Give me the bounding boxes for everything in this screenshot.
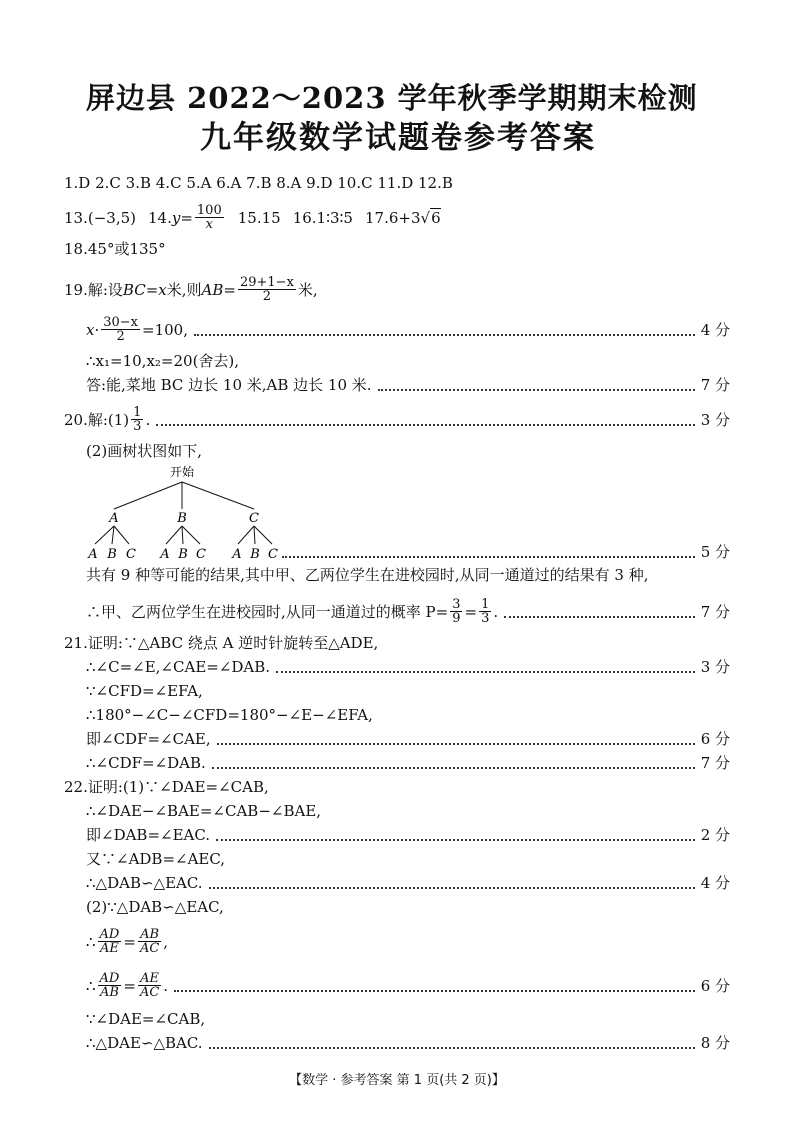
q19-dot: · [94,320,100,339]
q19-text: 答:能,菜地 BC 边长 10 米,AB 边长 10 米. [86,376,372,394]
q22-text: , [163,932,169,951]
q21-line-6 [86,752,730,774]
q22-line-5 [86,872,730,894]
tree-leaf: C [196,547,206,562]
q20-line-1 [64,406,730,433]
q19-text: ∴x₁=10,x₂=20(舍去), [86,352,240,370]
q21-line-4 [86,704,730,726]
q22-fraction [98,972,122,999]
q15-answer: 15.15 [237,208,281,227]
leader-dots [217,743,695,745]
q16-answer: 16.1∶3∶5 [292,208,353,227]
q20-eq: = [464,602,478,621]
q21-text: 即∠CDF=∠CAE, [86,730,211,748]
q14-numerator: 100 [196,203,222,218]
q20-text: 共有 9 种等可能的结果,其中甲、乙两位学生在进校园时,从同一通道过的结果有 3 种, [86,566,649,584]
tree-leaf: A [232,547,242,562]
q20-text: . [145,410,151,429]
q19-line-4 [86,374,730,396]
tree-leaf: B [178,547,188,562]
q14-fraction [195,204,224,231]
q20-denominator: 3 [481,611,490,626]
q22-fraction [138,928,161,955]
q14-prefix: 14. [147,208,172,227]
q22-line-4 [86,848,730,870]
tree-node-l1-b: B [177,511,187,526]
leader-dots [194,334,695,336]
q19-fraction-1 [238,276,296,303]
title-line-1: 屏边县 2022～2023 学年秋季学期期末检测 [86,81,698,115]
score-mark: 2 分 [700,826,730,844]
mc-answers-row [64,172,730,194]
score-mark: 3 分 [700,658,730,676]
q21-text: ∴180°−∠C−∠CFD=180°−∠E−∠EFA, [86,706,373,724]
q19-eq: = [223,280,236,299]
q22-text: 即∠DAB=∠EAC. [86,826,211,844]
q22-text: ∴ [86,932,96,951]
leader-dots [282,556,695,558]
q21-line-3 [86,680,730,702]
q17-radicand: 6 [431,208,441,227]
q22-denominator: AC [139,941,160,956]
q21-text: ∴∠CDF=∠DAB. [86,754,206,772]
q19-text: 米,则 [166,280,202,299]
q20-fraction [450,598,462,625]
q20-text: . [493,602,499,621]
tree-leaf: C [126,547,136,562]
leader-dots [378,389,695,391]
q19-numerator: 30−x [103,315,139,330]
tree-root-label: 开始 [169,465,195,479]
q22-line-6 [86,896,730,918]
q20-fraction [479,598,491,625]
title-line-2: 九年级数学试题卷参考答案 [200,120,596,156]
q20-line-4 [86,598,730,625]
q22-fraction [98,928,122,955]
q14-denominator: x [205,217,213,232]
q20-text: (2)画树状图如下, [86,442,203,460]
q18-answer: 18.45°或135° [64,240,166,258]
q20-numerator: 1 [481,597,490,612]
score-mark: 5 分 [700,543,730,561]
q20-numerator: 1 [133,405,142,420]
q19-eq: = [145,280,159,299]
q20-line-3 [86,564,730,586]
q22-line-7 [86,928,730,955]
score-mark: 4 分 [700,320,730,339]
leader-dots [156,424,694,426]
q20-denominator: 3 [133,419,142,434]
q22-numerator: AB [140,927,160,942]
tree-leaf: C [268,547,278,562]
q22-denominator: AC [139,985,160,1000]
score-mark: 3 分 [700,410,730,429]
q21-line-2 [86,656,730,678]
tree-node-l1-c: C [249,511,259,526]
q22-numerator: AE [140,971,160,986]
q21-text: 21.证明:∵△ABC 绕点 A 逆时针旋转至△ADE, [64,634,379,652]
page-footer: 【数学 · 参考答案 第 1 页(共 2 页)】 [289,1073,505,1088]
score-mark: 7 分 [700,754,730,772]
q19-text: =100, [142,320,188,339]
q22-eq: = [123,976,136,995]
q22-text: . [163,976,169,995]
fill-answers-row: 13.(−3,5) 14. y = $\frac{100}{x}$ 15.15 16.1∶3∶5 17.6+3 √6 [64,203,441,232]
score-mark: 6 分 [700,730,730,748]
q22-denominator: AB [99,985,119,1000]
q20-text: ∴甲、乙两位学生在进校园时,从同一通道过的概率 P= [86,602,449,621]
q22-text: (2)∵△DAB∽△EAC, [86,898,224,916]
q22-line-8 [86,972,730,999]
q19-x: x [86,320,95,339]
score-mark: 8 分 [700,1034,730,1052]
q19-bc: BC [122,280,146,299]
q19-numerator: 29+1−x [239,275,294,290]
q19-fraction-2 [101,316,140,343]
tree-leaf: B [250,547,260,562]
q22-line-3 [86,824,730,846]
q20-text: 20.解:(1) [64,410,130,429]
q22-text: 又∵∠ADB=∠AEC, [86,850,226,868]
leader-dots [209,1047,695,1049]
q22-text: ∴△DAB∽△EAC. [86,874,203,892]
q17-prefix: 17.6+3 [364,208,421,227]
tree-node-l1-a: A [109,511,119,526]
q22-text: ∴ [86,976,96,995]
q22-text: ∴∠DAE−∠BAE=∠CAB−∠BAE, [86,802,322,820]
q22-text: 22.证明:(1)∵∠DAE=∠CAB, [64,778,269,796]
mc-answers: 1.D 2.C 3.B 4.C 5.A 6.A 7.B 8.A 9.D 10.C 11.D 12.B [64,174,453,192]
q19-denominator: 2 [116,329,125,344]
leader-dots [276,671,695,673]
tree-diagram [82,464,302,564]
q21-line-5 [86,728,730,750]
tree-leaf: A [88,547,98,562]
leader-dots [209,887,695,889]
leader-dots [216,839,695,841]
q22-text: ∵∠DAE=∠CAB, [86,1010,206,1028]
q19-line-2 [86,316,730,343]
leader-dots [504,616,695,618]
q22-line-10 [86,1032,730,1054]
q22-numerator: AD [99,971,120,986]
q19-text: 19.解:设 [64,280,123,299]
q22-fraction [138,972,161,999]
q19-x: x [158,280,167,299]
score-mark: 7 分 [700,376,730,394]
tree-leaf: A [160,547,170,562]
q22-numerator: AD [99,927,120,942]
leader-dots [212,767,695,769]
score-mark: 6 分 [700,976,730,995]
q22-eq: = [123,932,136,951]
q14-eq: = [180,208,193,227]
q19-text: 米, [297,280,318,299]
q22-line-1 [64,776,730,798]
q20-line-2 [86,440,730,462]
q20-fraction [131,406,143,433]
q19-line-1 [64,276,730,303]
q22-text: ∴△DAE∽△BAC. [86,1034,203,1052]
q19-ab: AB [201,280,224,299]
tree-score-row [282,541,730,563]
q19-denominator: 2 [262,289,272,304]
score-mark: 7 分 [700,602,730,621]
leader-dots [174,990,695,992]
q20-denominator: 9 [452,611,461,626]
q18-row [64,238,730,260]
q13-answer: 13.(−3,5) [64,208,136,227]
q22-line-2 [86,800,730,822]
score-mark: 4 分 [700,874,730,892]
q19-line-3 [86,350,730,372]
q21-text: ∴∠C=∠E,∠CAE=∠DAB. [86,658,271,676]
q20-numerator: 3 [452,597,461,612]
tree-leaf: B [107,547,117,562]
q14-y: y [171,208,181,227]
q21-line-1 [64,632,730,654]
q22-denominator: AE [100,941,119,956]
q21-text: ∵∠CFD=∠EFA, [86,682,203,700]
q22-line-9 [86,1008,730,1030]
